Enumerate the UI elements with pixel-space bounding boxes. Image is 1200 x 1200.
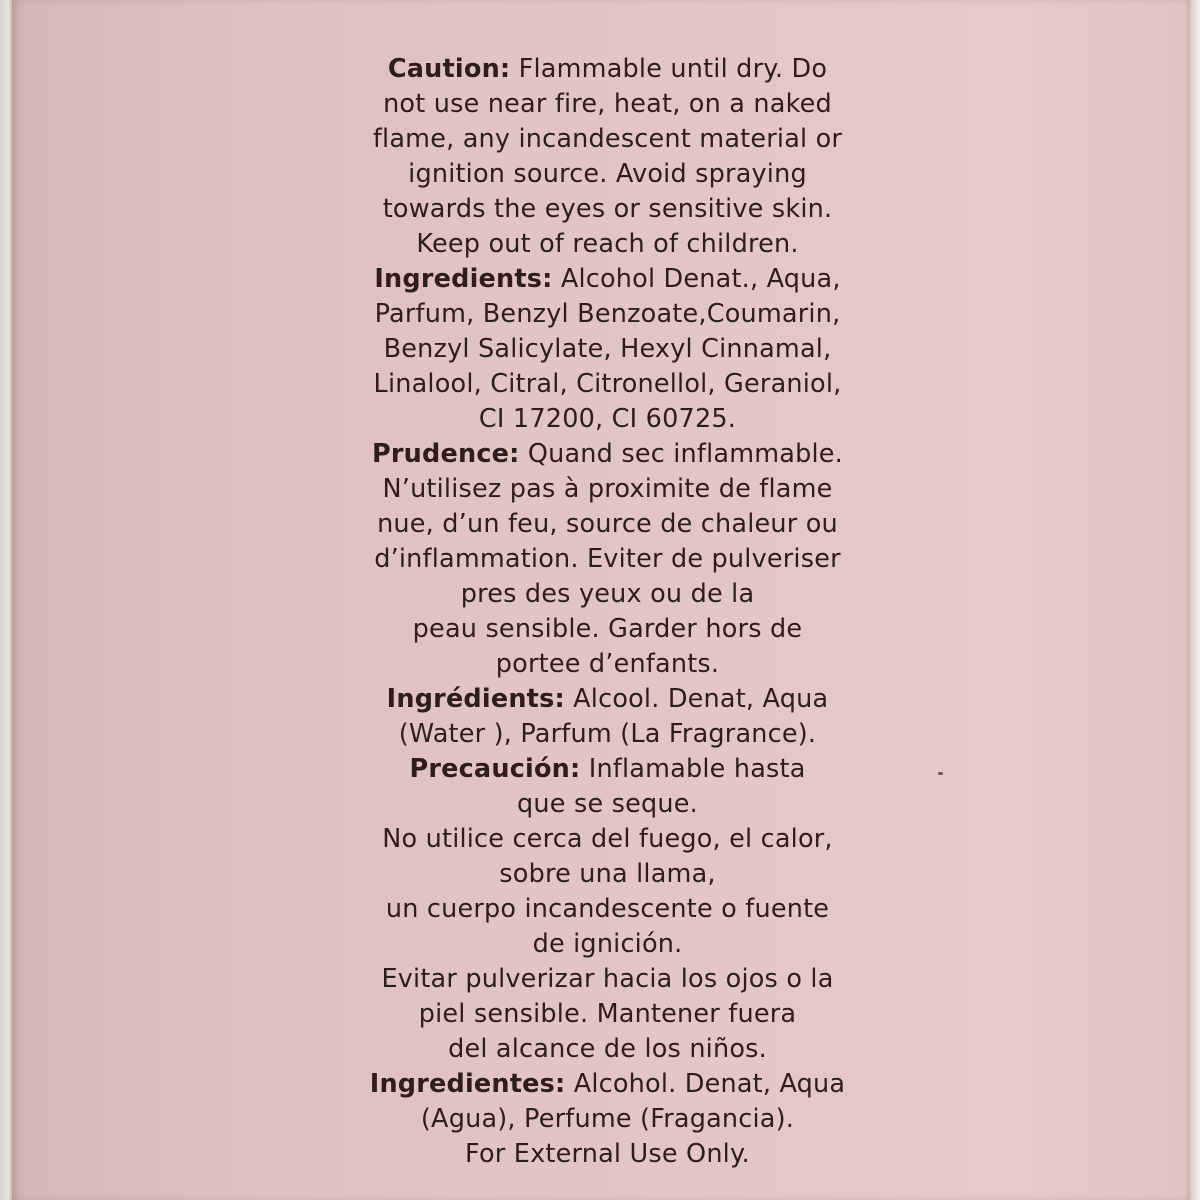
label-line: Keep out of reach of children. bbox=[416, 229, 799, 259]
label-line: Caution: Flammable until dry. Do bbox=[387, 54, 828, 84]
label-line: towards the eyes or sensitive skin. bbox=[382, 194, 833, 224]
label-line: sobre una llama, bbox=[499, 859, 716, 889]
label-line: pres des yeux ou de la bbox=[460, 579, 755, 609]
label-line: que se seque. bbox=[517, 789, 698, 819]
label-text-block bbox=[250, 52, 965, 1172]
label-line: Parfum, Benzyl Benzoate,Coumarin, bbox=[374, 299, 841, 329]
label-line: (Agua), Perfume (Fragancia). bbox=[420, 1104, 795, 1134]
label-line: CI 17200, CI 60725. bbox=[478, 404, 737, 434]
label-line: piel sensible. Mantener fuera bbox=[418, 999, 797, 1029]
label-line: Ingredients: Alcohol Denat., Aqua, bbox=[374, 264, 841, 294]
label-line: Ingredientes: Alcohol. Denat, Aqua bbox=[369, 1069, 846, 1099]
label-line: del alcance de los niños. bbox=[448, 1034, 767, 1064]
box-right-edge bbox=[1190, 0, 1200, 1200]
label-line: ignition source. Avoid spraying bbox=[408, 159, 807, 189]
label-line: de ignición. bbox=[532, 929, 683, 959]
label-line: Evitar pulverizar hacia los ojos o la bbox=[381, 964, 834, 994]
label-line: flame, any incandescent material or bbox=[372, 124, 843, 154]
label-line: not use near fire, heat, on a naked bbox=[383, 89, 832, 119]
label-line: Ingrédients: Alcool. Denat, Aqua bbox=[386, 684, 829, 714]
label-line: No utilice cerca del fuego, el calor, bbox=[382, 824, 833, 854]
label-line: Benzyl Salicylate, Hexyl Cinnamal, bbox=[383, 334, 832, 364]
label-line: d’inflammation. Eviter de pulveriser bbox=[374, 544, 841, 574]
label-line: nue, d’un feu, source de chaleur ou bbox=[377, 509, 838, 539]
label-line: portee d’enfants. bbox=[495, 649, 720, 679]
box-left-edge bbox=[0, 0, 12, 1200]
label-line: Prudence: Quand sec inflammable. bbox=[372, 439, 843, 469]
label-line: Linalool, Citral, Citronellol, Geraniol, bbox=[373, 369, 842, 399]
label-line: N’utilisez pas à proximite de flame bbox=[382, 474, 833, 504]
label-line: un cuerpo incandescente o fuente bbox=[385, 894, 830, 924]
label-line: (Water ), Parfum (La Fragrance). bbox=[398, 719, 817, 749]
label-line: Precaución: Inflamable hasta bbox=[409, 754, 806, 784]
label-line: For External Use Only. bbox=[465, 1139, 750, 1169]
label-line: peau sensible. Garder hors de bbox=[412, 614, 803, 644]
